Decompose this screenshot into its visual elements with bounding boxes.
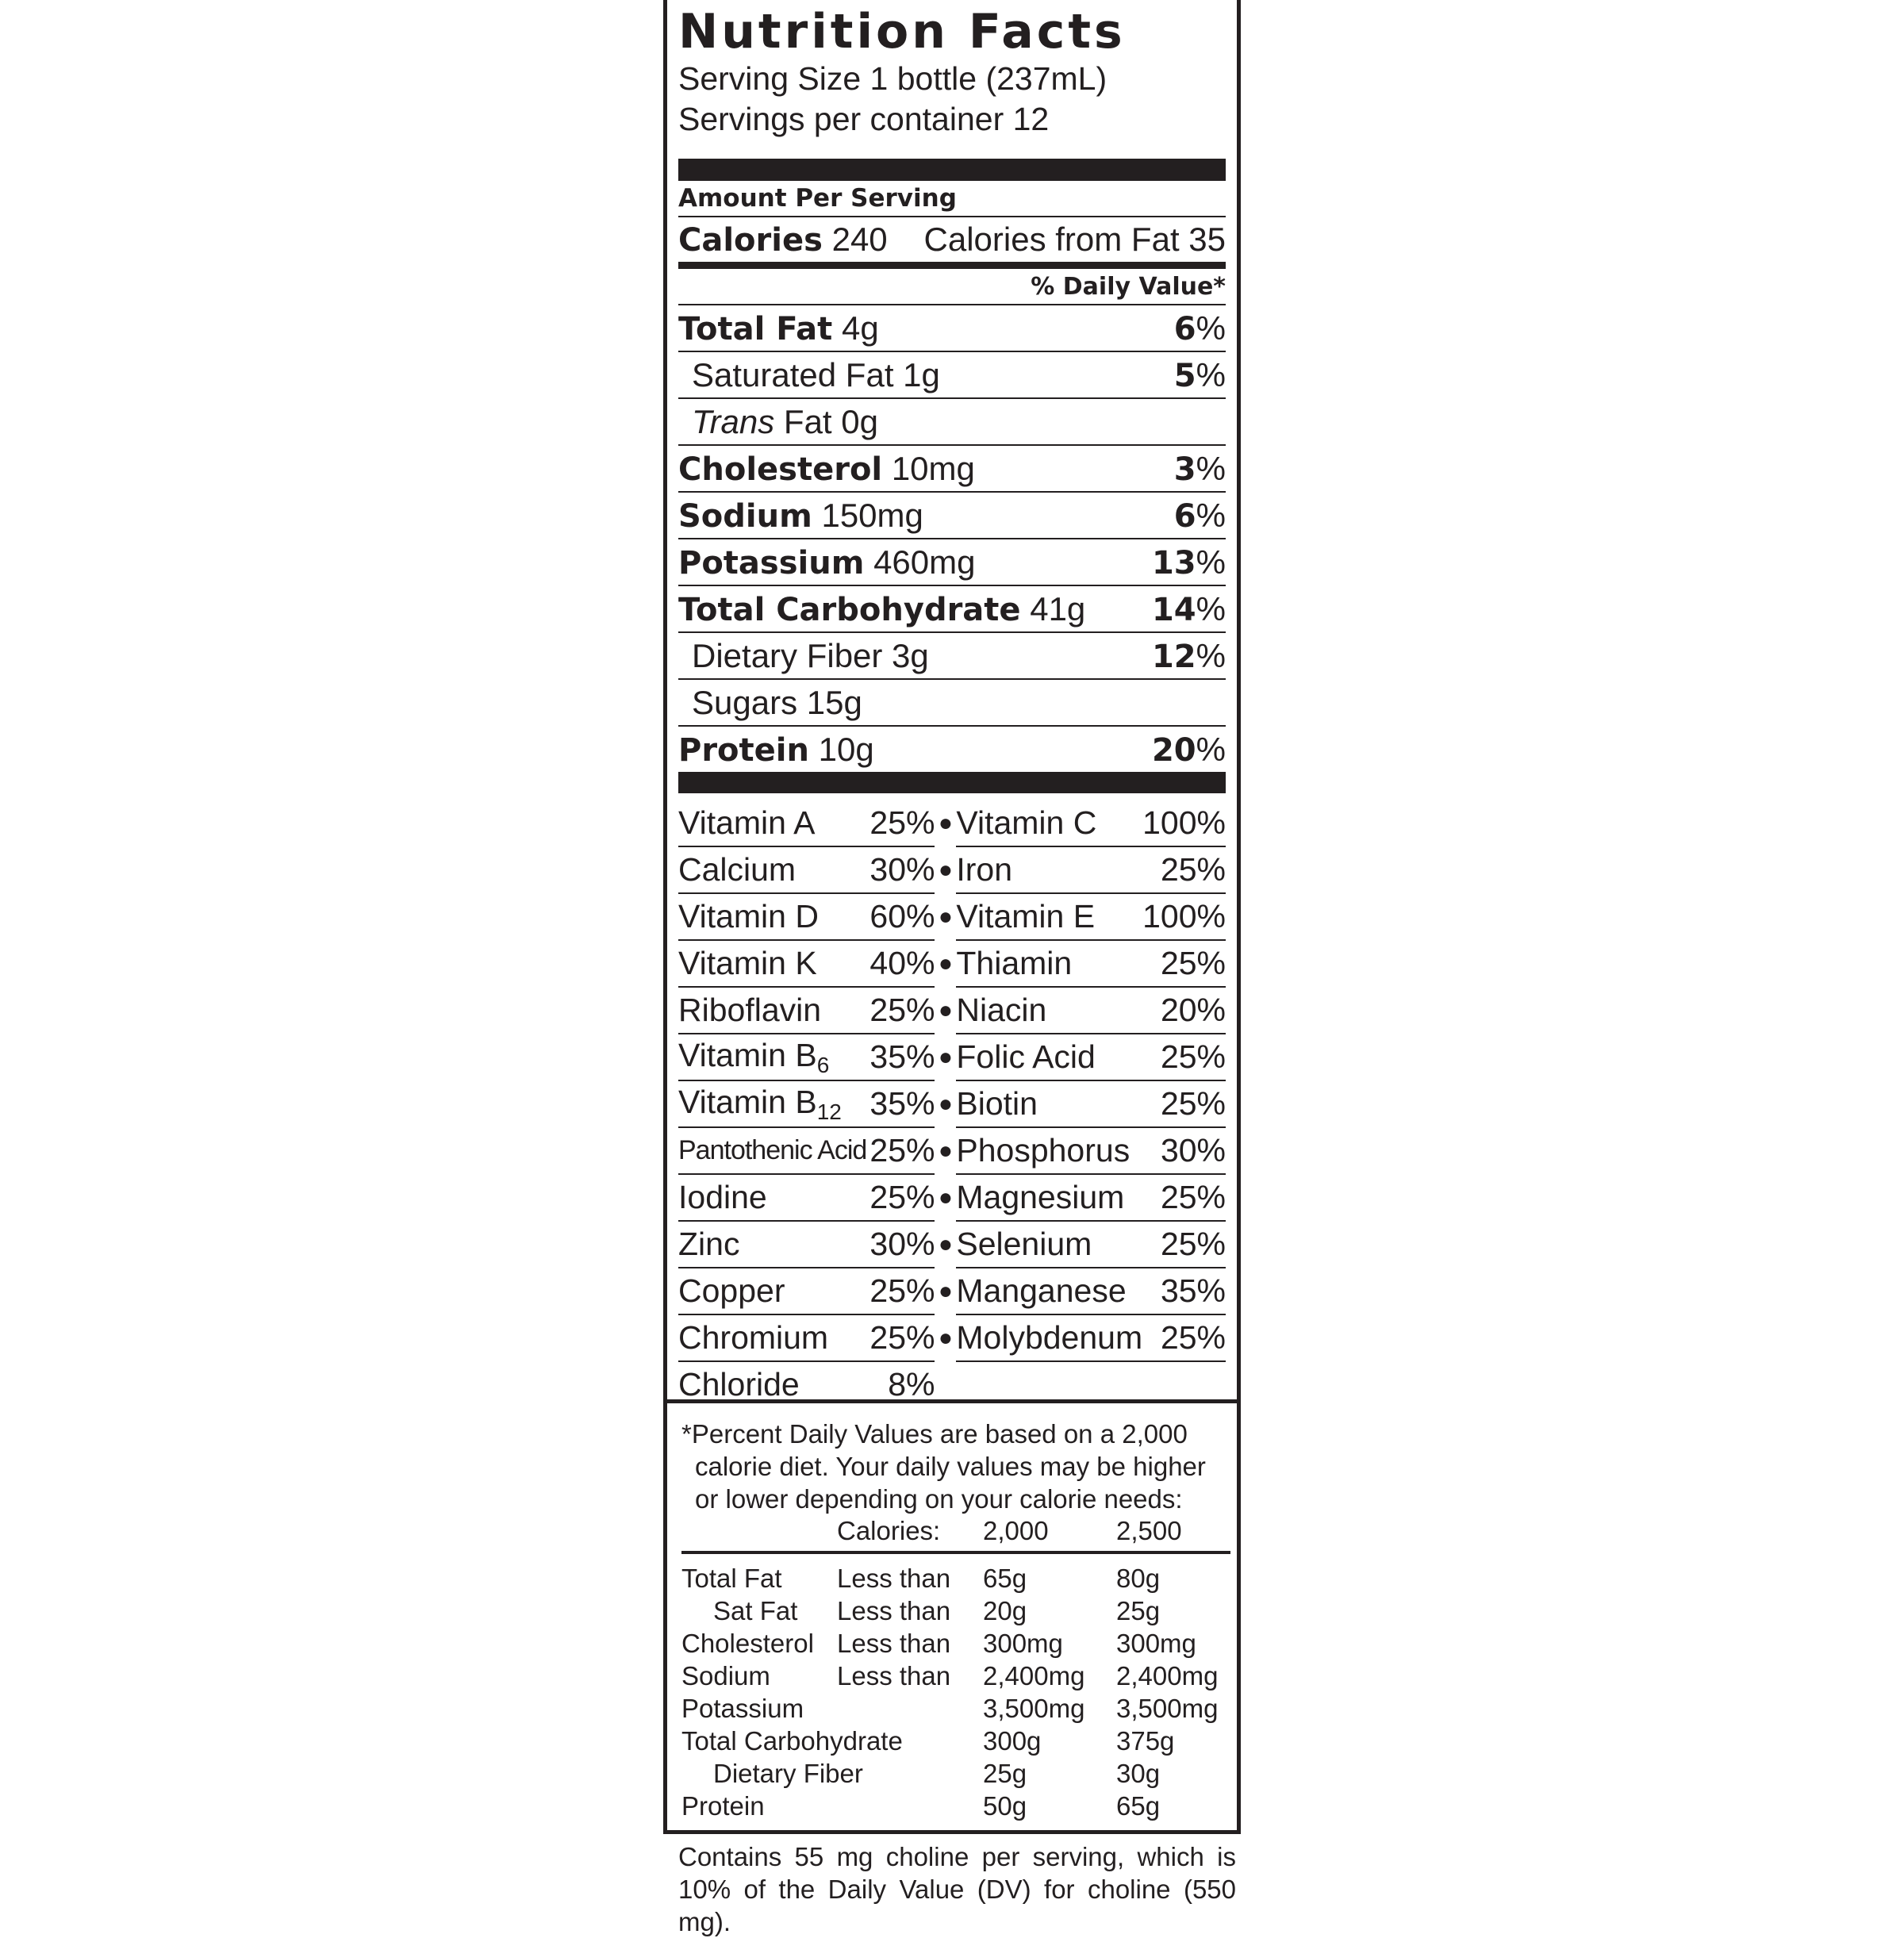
dv-cell-qual: Less than — [837, 1629, 951, 1658]
bullet-icon: ● — [938, 1137, 953, 1164]
dv-row — [681, 1562, 1229, 1595]
vitamin-left-name — [678, 800, 866, 846]
vitamin-left-name — [678, 940, 866, 987]
nutrient-label: Fat 0g — [774, 402, 878, 440]
nutrient-pct: 14 — [1151, 591, 1196, 628]
vitamin-left-name — [678, 1268, 866, 1314]
dv-cell-qual: Less than — [837, 1596, 951, 1625]
vitamin-name: Vitamin B — [678, 1083, 817, 1120]
vitamin-name: Calcium — [678, 851, 797, 888]
dv-cell-v1: 2,400mg — [983, 1661, 1085, 1690]
dv-cell-name: Total Carbohydrate — [681, 1726, 903, 1756]
vitamin-row — [678, 1268, 1226, 1314]
vitamin-right-pct: 25% — [1142, 1221, 1226, 1268]
dv-cell-v2: 3,500mg — [1116, 1694, 1219, 1723]
vitamin-subscript: 12 — [816, 1099, 842, 1124]
nutrient-label: Cholesterol — [678, 451, 883, 488]
nutrient-amount: 10g — [818, 730, 874, 768]
panel-title: Nutrition Facts — [678, 4, 1126, 59]
nutrient-label: Sodium — [678, 497, 812, 535]
nutrient-row-dietary-fiber — [678, 633, 1226, 680]
vitamin-right-pct: 100% — [1142, 800, 1226, 846]
nutrient-pct: 13 — [1151, 544, 1196, 581]
vitamin-row — [678, 1127, 1226, 1174]
dv-cell-name: Potassium — [681, 1694, 804, 1723]
dv-cell-v1: 50g — [983, 1791, 1027, 1821]
dv-row — [681, 1595, 1229, 1627]
vitamin-row — [678, 1034, 1226, 1080]
vitamin-right-name: Molybdenum — [956, 1314, 1142, 1361]
vitamin-right-pct: 25% — [1142, 1174, 1226, 1221]
vitamin-right-pct: 25% — [1142, 940, 1226, 987]
vitamin-row — [678, 1314, 1226, 1361]
nutrient-label: Potassium — [678, 544, 865, 581]
footnote-box — [667, 1399, 1237, 1830]
dv-cell-v2: 375g — [1116, 1726, 1175, 1756]
trans-italic: Trans — [692, 402, 775, 440]
vitamin-right-name: Thiamin — [956, 940, 1142, 987]
bullet-icon: ● — [938, 1277, 953, 1304]
vitamin-left-pct: 25% — [866, 1268, 935, 1314]
dv-row — [681, 1660, 1229, 1692]
nutrient-amount: 460mg — [873, 543, 976, 581]
nutrient-row-trans-fat — [678, 399, 1226, 446]
dv-cell-name: Total Fat — [681, 1564, 782, 1593]
dv-cell-name: Protein — [681, 1791, 765, 1821]
dv-cell-v2: 2,400mg — [1116, 1661, 1219, 1690]
vitamin-table — [678, 800, 1226, 1407]
calories-value: 240 — [831, 221, 888, 258]
calories-label: Calories — [678, 222, 823, 259]
vitamin-name: Vitamin B — [678, 1036, 817, 1073]
vitamin-row — [678, 893, 1226, 940]
nutrient-label: Dietary Fiber 3g — [692, 636, 929, 674]
vitamin-name: Zinc — [678, 1226, 740, 1262]
nutrient-pct: 6 — [1173, 497, 1196, 535]
nutrient-pct: 5 — [1173, 357, 1196, 394]
dv-cell-name: Cholesterol — [681, 1629, 814, 1658]
vitamin-left-pct: 25% — [866, 1174, 935, 1221]
vitamin-left-name — [678, 893, 866, 940]
vitamin-left-name — [678, 1314, 866, 1361]
vitamin-left-pct: 35% — [866, 1080, 935, 1127]
nutrient-row-total-carbohydrate — [678, 586, 1226, 633]
nutrient-row-potassium — [678, 539, 1226, 586]
bullet-icon: ● — [938, 903, 953, 930]
vitamin-left-pct: 25% — [866, 1127, 935, 1174]
nutrient-amount: 41g — [1030, 589, 1086, 627]
vitamin-left-name — [678, 1080, 866, 1127]
vitamin-left-name — [678, 987, 866, 1034]
dv-cell-qual: Less than — [837, 1661, 951, 1690]
bullet-icon: ● — [938, 1090, 953, 1117]
nutrient-pct: 3 — [1173, 451, 1196, 488]
dv-cell-v1: 300mg — [983, 1629, 1063, 1658]
vitamin-left-pct: 35% — [866, 1034, 935, 1080]
dv-header-divider — [681, 1551, 1230, 1554]
nutrient-row-protein — [678, 727, 1226, 772]
nutrient-amount: 4g — [841, 309, 879, 347]
servings-per-container: Servings per container 12 — [678, 101, 1050, 137]
vitamin-right-name: Niacin — [956, 987, 1142, 1034]
bullet-icon: ● — [938, 1324, 953, 1351]
bullet-icon: ● — [938, 1184, 953, 1211]
vitamin-right-name: Vitamin C — [956, 800, 1142, 846]
vitamin-right-name: Manganese — [956, 1268, 1142, 1314]
dv-cell-qual: Less than — [837, 1564, 951, 1593]
bullet-icon: ● — [938, 1043, 953, 1070]
nutrient-pct: 6 — [1173, 310, 1196, 347]
dv-cell-v2: 65g — [1116, 1791, 1161, 1821]
vitamin-left-name — [678, 1034, 866, 1080]
vitamin-row — [678, 1080, 1226, 1127]
nutrient-label: Total Carbohydrate — [678, 591, 1021, 628]
vitamin-right-pct: 25% — [1142, 1034, 1226, 1080]
pct-sign: % — [1196, 309, 1226, 347]
vitamin-right-pct: 20% — [1142, 987, 1226, 1034]
pct-sign: % — [1196, 636, 1226, 674]
nutrient-amount: 150mg — [821, 496, 923, 534]
nutrient-row-saturated-fat — [678, 352, 1226, 399]
vitamin-right-name: Folic Acid — [956, 1034, 1142, 1080]
nutrient-row-total-fat — [678, 305, 1226, 352]
pct-sign: % — [1196, 730, 1226, 768]
daily-value-header: % Daily Value* — [678, 269, 1226, 305]
thick-divider — [678, 159, 1226, 181]
dv-calories-label: Calories: — [837, 1516, 941, 1545]
footnote-line: calorie diet. Your daily values may be higher — [695, 1452, 1206, 1481]
dv-row — [681, 1692, 1229, 1725]
pct-sign: % — [1196, 589, 1226, 627]
vitamin-left-name — [678, 1174, 866, 1221]
vitamin-name: Pantothenic Acid — [678, 1135, 867, 1165]
thick-divider — [678, 772, 1226, 793]
vitamin-left-pct: 25% — [866, 1314, 935, 1361]
footnote-line: *Percent Daily Values are based on a 2,000 — [681, 1419, 1188, 1449]
nutrient-pct: 12 — [1151, 638, 1196, 675]
nutrient-label: Total Fat — [678, 310, 833, 347]
vitamin-right-name: Iron — [956, 846, 1142, 893]
vitamin-name: Riboflavin — [678, 992, 822, 1028]
vitamin-name: Copper — [678, 1272, 785, 1309]
vitamin-row — [678, 846, 1226, 893]
choline-note: Contains 55 mg choline per serving, which is 10% of the Daily Value (DV) for choline (550 mg). — [678, 1842, 1236, 1936]
dv-cell-v2: 25g — [1116, 1596, 1161, 1625]
dv-cell-name: Dietary Fiber — [713, 1759, 863, 1788]
dv-cell-v1: 25g — [983, 1759, 1027, 1788]
dv-cell-v1: 65g — [983, 1564, 1027, 1593]
amount-per-serving: Amount Per Serving — [678, 181, 1226, 217]
dv-col-2500: 2,500 — [1116, 1516, 1182, 1545]
vitamin-row — [678, 1221, 1226, 1268]
vitamin-left-pct: 30% — [866, 1221, 935, 1268]
vitamin-right-pct: 100% — [1142, 893, 1226, 940]
vitamin-name: Iodine — [678, 1179, 767, 1215]
vitamin-name: Vitamin K — [678, 945, 817, 981]
dv-cell-v1: 20g — [983, 1596, 1027, 1625]
vitamin-right-name: Selenium — [956, 1221, 1142, 1268]
vitamin-left-name — [678, 1221, 866, 1268]
dv-cell-v1: 3,500mg — [983, 1694, 1085, 1723]
calories-from-fat: Calories from Fat 35 — [923, 221, 1226, 258]
vitamin-left-pct: 8% — [888, 1366, 935, 1403]
dv-table-body — [681, 1562, 1229, 1822]
nutrient-label: Protein — [678, 731, 809, 769]
nutrient-label: Sugars 15g — [692, 683, 862, 721]
bullet-icon: ● — [938, 996, 953, 1023]
serving-size: Serving Size 1 bottle (237mL) — [678, 60, 1107, 97]
vitamin-right-pct: 25% — [1142, 1080, 1226, 1127]
vitamin-right-name: Vitamin E — [956, 893, 1142, 940]
vitamin-row — [678, 1174, 1226, 1221]
pct-sign: % — [1196, 449, 1226, 487]
footnote-line: or lower depending on your calorie needs: — [695, 1484, 1183, 1514]
vitamin-row — [678, 987, 1226, 1034]
dv-cell-name: Sat Fat — [713, 1596, 798, 1625]
bullet-icon: ● — [938, 810, 953, 836]
dv-cell-name: Sodium — [681, 1661, 770, 1690]
dv-cell-v2: 30g — [1116, 1759, 1161, 1788]
pct-sign: % — [1196, 496, 1226, 534]
vitamin-left-pct: 30% — [866, 846, 935, 893]
nutrient-amount: 10mg — [891, 449, 975, 487]
dv-col-2000: 2,000 — [983, 1516, 1049, 1545]
vitamin-right-pct: 25% — [1142, 846, 1226, 893]
vitamin-right-name: Biotin — [956, 1080, 1142, 1127]
vitamin-name: Chloride — [678, 1366, 800, 1403]
vitamin-right-pct: 25% — [1142, 1314, 1226, 1361]
vitamin-left-pct: 60% — [866, 893, 935, 940]
bullet-icon: ● — [938, 856, 953, 883]
dv-row — [681, 1757, 1229, 1790]
vitamin-right-name: Magnesium — [956, 1174, 1142, 1221]
pct-sign: % — [1196, 543, 1226, 581]
bullet-icon: ● — [938, 1230, 953, 1257]
vitamin-left-name — [678, 1127, 866, 1174]
bullet-icon: ● — [938, 950, 953, 977]
calories-row — [678, 217, 1226, 269]
vitamin-name: Vitamin A — [678, 804, 816, 841]
vitamin-name: Chromium — [678, 1319, 829, 1356]
vitamin-right-name: Phosphorus — [956, 1127, 1142, 1174]
dv-row — [681, 1725, 1229, 1757]
nutrient-row-sodium — [678, 493, 1226, 539]
dv-cell-v2: 300mg — [1116, 1629, 1196, 1658]
vitamin-left-pct: 25% — [866, 800, 935, 846]
vitamin-right-pct: 30% — [1142, 1127, 1226, 1174]
dv-row — [681, 1627, 1229, 1660]
pct-sign: % — [1196, 355, 1226, 393]
vitamin-name: Vitamin D — [678, 898, 819, 934]
vitamin-row — [678, 940, 1226, 987]
dv-cell-v2: 80g — [1116, 1564, 1161, 1593]
nutrient-pct: 20 — [1151, 731, 1196, 769]
vitamin-right-pct: 35% — [1142, 1268, 1226, 1314]
vitamin-left-pct: 25% — [866, 987, 935, 1034]
vitamin-left-name — [678, 846, 866, 893]
vitamin-left-pct: 40% — [866, 940, 935, 987]
nutrient-label: Saturated Fat 1g — [692, 355, 940, 393]
vitamin-row — [678, 800, 1226, 846]
dv-table-header — [681, 1514, 1229, 1547]
dv-row — [681, 1790, 1229, 1822]
nutrient-row-sugars — [678, 680, 1226, 727]
nutrient-row-cholesterol — [678, 446, 1226, 493]
nutrition-facts-panel — [663, 0, 1241, 1834]
vitamin-subscript: 6 — [816, 1052, 830, 1077]
dv-cell-v1: 300g — [983, 1726, 1042, 1756]
